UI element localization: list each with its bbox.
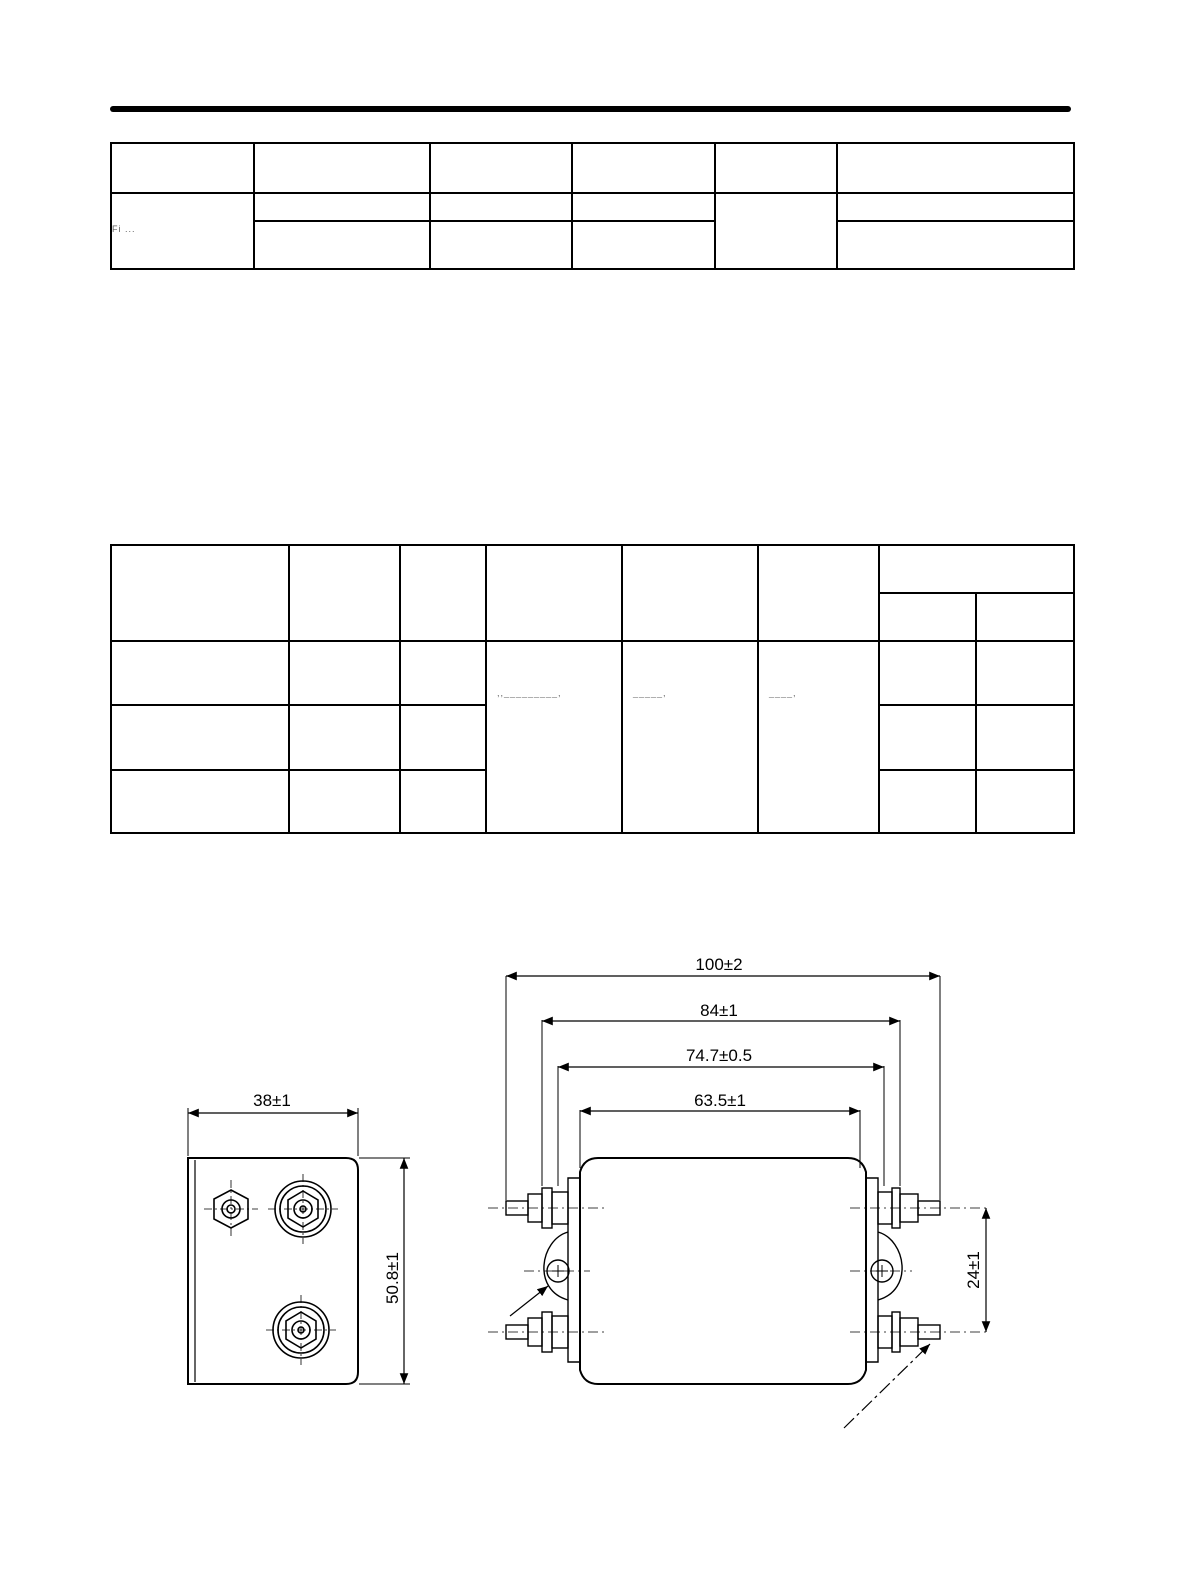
dimension-label: 63.5±1 bbox=[694, 1091, 746, 1110]
table-cell bbox=[879, 593, 976, 641]
table-cell bbox=[976, 770, 1074, 833]
table-cell bbox=[879, 705, 976, 770]
table-cell bbox=[976, 641, 1074, 705]
dimension-label: 50.8±1 bbox=[383, 1252, 402, 1304]
table-cell bbox=[758, 545, 879, 641]
side-view bbox=[188, 1108, 410, 1384]
header-rule bbox=[110, 106, 1071, 112]
table-header-row bbox=[111, 545, 1074, 593]
table-cell bbox=[111, 143, 254, 193]
faint-text: ____, bbox=[769, 688, 797, 698]
table-cell bbox=[758, 641, 879, 833]
hex-terminal-small bbox=[204, 1180, 258, 1238]
dimension-label: 100±2 bbox=[695, 955, 743, 974]
table-cell bbox=[486, 641, 622, 833]
table-cell bbox=[837, 143, 1074, 193]
front-view bbox=[488, 976, 990, 1428]
dimension-label: 38±1 bbox=[253, 1091, 291, 1110]
table-cell bbox=[430, 143, 572, 193]
table-cell bbox=[622, 545, 758, 641]
table-cell bbox=[111, 770, 289, 833]
table-cell bbox=[879, 641, 976, 705]
table-cell bbox=[289, 545, 400, 641]
table-cell bbox=[976, 705, 1074, 770]
dimension-label: 24±1 bbox=[964, 1251, 983, 1289]
table-header-row bbox=[111, 143, 1074, 193]
table-cell bbox=[837, 193, 1074, 221]
dimension-label: 74.7±0.5 bbox=[685, 1046, 753, 1065]
table-row bbox=[111, 193, 1074, 221]
table-cell bbox=[879, 770, 976, 833]
table-cell bbox=[289, 770, 400, 833]
spec-table-bottom bbox=[110, 544, 1075, 834]
faint-text: ,,_________, bbox=[497, 688, 562, 698]
table-cell bbox=[976, 593, 1074, 641]
faint-text: _____, bbox=[633, 688, 667, 698]
table-cell bbox=[837, 221, 1074, 269]
dimension-drawing bbox=[0, 920, 1192, 1440]
table-cell bbox=[111, 705, 289, 770]
spec-table-top bbox=[110, 142, 1075, 270]
table-cell bbox=[289, 641, 400, 705]
table-cell bbox=[879, 545, 1074, 593]
table-cell bbox=[715, 143, 837, 193]
table-cell bbox=[289, 705, 400, 770]
hex-terminal-large bbox=[268, 1174, 338, 1244]
table-cell bbox=[400, 705, 486, 770]
table-cell bbox=[622, 641, 758, 833]
table-cell bbox=[715, 193, 837, 269]
table-cell bbox=[400, 641, 486, 705]
table-cell bbox=[111, 545, 289, 641]
table-row bbox=[111, 221, 1074, 269]
table-cell bbox=[572, 143, 715, 193]
table-cell bbox=[486, 545, 622, 641]
table-cell bbox=[254, 193, 430, 221]
table-cell bbox=[572, 221, 715, 269]
table-cell bbox=[572, 193, 715, 221]
dimension-label: 84±1 bbox=[700, 1001, 738, 1020]
table-cell bbox=[254, 143, 430, 193]
table-cell bbox=[111, 641, 289, 705]
table-row bbox=[111, 641, 1074, 705]
table-cell bbox=[430, 193, 572, 221]
table-cell bbox=[254, 221, 430, 269]
table-cell bbox=[111, 193, 254, 269]
table-cell bbox=[400, 545, 486, 641]
table-cell bbox=[430, 221, 572, 269]
faint-text: Fi ... bbox=[112, 224, 136, 234]
table-cell bbox=[400, 770, 486, 833]
hex-terminal-large bbox=[266, 1295, 336, 1365]
